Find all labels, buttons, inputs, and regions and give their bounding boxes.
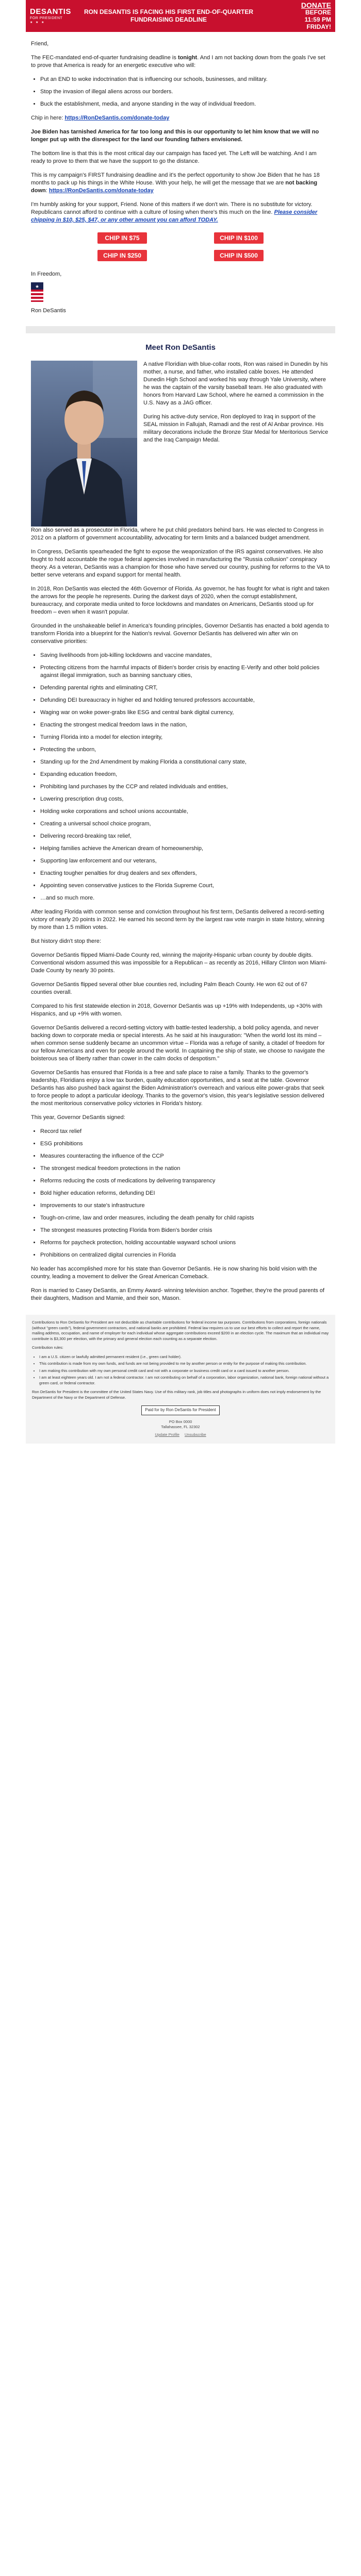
bio-paragraph: No leader has accomplished more for his state than Governor DeSantis. He is now sharing his bold vision with the country, leading a movement to deliver the Great American Comeback. xyxy=(31,1266,317,1280)
sign-off: In Freedom, xyxy=(31,271,62,277)
intro-paragraph: The FEC-mandated end-of-quarter fundraising deadline is tonight. And I am not backing down from the goals I've set to prove that America is ready for an energetic executive who will: xyxy=(31,55,325,69)
list-item: • Record tax relief xyxy=(40,1128,330,1136)
list-item: • Expanding education freedom, xyxy=(40,771,330,778)
meet-title: Meet Ron DeSantis xyxy=(145,343,216,352)
list-item: • Improvements to our state's infrastructure xyxy=(40,1202,330,1210)
signature-name: Ron DeSantis xyxy=(31,308,66,314)
list-item: • Turning Florida into a model for election integrity, xyxy=(40,734,330,741)
cta-time: 11:59 PM xyxy=(304,16,331,23)
chip-in-line: Chip in here: https://RonDeSantis.com/donate-today xyxy=(31,115,170,121)
cta-donate[interactable]: DONATE xyxy=(301,1,331,9)
stars-icon: ★ ★ ★ xyxy=(30,21,45,24)
bio-paragraph: But history didn't stop there: xyxy=(31,938,102,944)
donate-link-2[interactable]: https://RonDeSantis.com/donate-today xyxy=(48,188,154,194)
list-item: • Protecting citizens from the harmful impacts of Biden's border crisis by enacting E-Verify and other bold policies against illegal immigration, such as banning sanctuary cities, xyxy=(40,664,330,680)
list-item: • Saving livelihoods from job-killing lockdowns and vaccine mandates, xyxy=(40,652,330,659)
letter-body xyxy=(26,32,335,315)
chip-in-250-button[interactable]: CHIP IN $250 xyxy=(97,250,147,261)
bio-paragraph: Governor DeSantis delivered a record-setting victory with battle-tested leadership, a bold policy agenda, and never backing down to corporate media or special interests. As he said at his inauguration: "When the world lost its mind – when common sense suddenly became an uncommon virtue – Florida was a refuge of sanity, a citadel of freedom for our fellow Americans and even for people around the world. In captaining the ship of state, we choose to navigate the boisterous sea of liberty rather than cower in the calm docks of despotism." xyxy=(31,1025,325,1062)
list-item: • Stop the invasion of illegal aliens across our borders. xyxy=(40,88,330,96)
disclaimer-text: Contributions to Ron DeSantis for President are not deductible as charitable contributions for federal income tax purposes. Contributions from corporations, foreign nationals (without "green cards"), federal government contractors, and national banks are prohibited. Federal law requires us to use our best efforts to collect and report the name, mailing address, occupation, and name of employer for each individual whose aggregate contributions exceed $200 in an election cycle. The maximum that an individual may contribute is $3,300 per election, with the primary and general election each counting as a separate election. xyxy=(32,1320,329,1341)
list-item: • Tough-on-crime, law and order measures, including the death penalty for child rapists xyxy=(40,1214,330,1222)
wins-list xyxy=(31,652,330,902)
bio-paragraph: Governor DeSantis flipped Miami-Dade County red, winning the majority-Hispanic urban county by double digits. Conventional wisdom assumed this was impossible for a Republican – as recently as 2016, Hillary Clinton won Miami-Dade County by nearly 30 points. xyxy=(31,952,327,974)
unsubscribe-link[interactable]: Unsubscribe xyxy=(184,1432,206,1437)
list-item: • Measures counteracting the influence of the CCP xyxy=(40,1153,330,1160)
list-item: • Holding woke corporations and school unions accountable, xyxy=(40,808,330,816)
bio-side-text xyxy=(143,361,330,527)
bio-paragraph: After leading Florida with common sense and conviction throughout his first term, DeSantis delivered a record-setting victory of nearly 20 points in 2022. He earned his second term by the largest raw vote margin in state history, winning by more than 1.5 million votes. xyxy=(31,909,325,930)
disclaimer-text: Contribution rules: xyxy=(32,1345,63,1350)
list-item: • Creating a universal school choice program, xyxy=(40,820,330,828)
list-item: • Bold higher education reforms, defunding DEI xyxy=(40,1190,330,1197)
list-item: • Defunding DEI bureaucracy in higher ed and holding tenured professors accountable, xyxy=(40,697,330,704)
campaign-logo[interactable] xyxy=(30,7,71,24)
list-item: • This contribution is made from my own funds, and funds are not being provided to me by another person or entity for the purpose of making this contribution. xyxy=(39,1361,329,1367)
list-item: • Reforms for paycheck protection, holding accountable wayward school unions xyxy=(40,1239,330,1247)
bio-paragraph: In Congress, DeSantis spearheaded the fight to expose the weaponization of the IRS against conservatives. He also fought to hold accountable the rogue federal agencies involved in manufacturing the "Russia collusion" conspiracy theory. As a veteran, DeSantis was a champion for those who have served our country, pushing for reforms to the VA to better serve veterans and expand support for mental health. xyxy=(31,549,330,578)
bottom-line-paragraph: The bottom line is that this is the most critical day our campaign has faced yet. The Left will be watching. And I am ready to prove to them that we have the support to go the distance. xyxy=(31,150,317,164)
list-item: • Delivering record-breaking tax relief, xyxy=(40,833,330,840)
bio-paragraph: Ron is married to Casey DeSantis, an Emmy Award- winning television anchor. Together, they're the proud parents of their daughters, Madison and Mamie, and their son, Mason. xyxy=(31,1287,325,1301)
bio-paragraph: This year, Governor DeSantis signed: xyxy=(31,1114,125,1121)
footer-links xyxy=(32,1432,329,1438)
donate-link[interactable]: https://RonDeSantis.com/donate-today xyxy=(64,115,170,121)
greeting: Friend, xyxy=(31,41,49,47)
list-item: • Reforms reducing the costs of medications by delivering transparency xyxy=(40,1177,330,1185)
email-container xyxy=(26,0,335,1444)
update-profile-link[interactable]: Update Profile xyxy=(155,1432,179,1437)
fundraising-paragraph: This is my campaign's FIRST fundraising deadline and it's the perfect opportunity to show Joe Biden that he has 18 months to pack up his things in the White House. With your help, he will get the message that we are not backing down: https://RonDeSantis.com/donate-today xyxy=(31,172,320,194)
list-item: • Defending parental rights and eliminating CRT, xyxy=(40,684,330,692)
list-item: • Standing up for the 2nd Amendment by making Florida a constitutional carry state, xyxy=(40,758,330,766)
meet-section xyxy=(26,344,335,1302)
logo-name: DESANTIS xyxy=(30,7,71,16)
footer-address: PO Box 0000 Tallahassee, FL 32302 xyxy=(161,1419,200,1429)
bio-top xyxy=(31,361,330,527)
footer-disclaimer xyxy=(26,1315,335,1444)
list-item: • The strongest measures protecting Florida from Biden's border crisis xyxy=(40,1227,330,1234)
bio-paragraph: In 2018, Ron DeSantis was elected the 46th Governor of Florida. As governor, he has fought for what is right and taken the arrows for the people he represents. During the darkest days of 2020, when the corrupt establishment, bureaucracy, and corporate media united to force lockdowns and mandates on Americans, DeSantis stood up for freedom – even when it wasn't popular. xyxy=(31,586,330,615)
signed-list xyxy=(31,1128,330,1259)
chip-in-500-button[interactable]: CHIP IN $500 xyxy=(214,250,264,261)
svg-text:★: ★ xyxy=(35,284,40,290)
bio-paragraph: Grounded in the unshakeable belief in America's founding principles, Governor DeSantis has enacted a bold agenda to transform Florida into a blueprint for the Nation's revival. Governor DeSantis has delivered win after win on conservative priorities: xyxy=(31,623,330,645)
list-item: • Enacting tougher penalties for drug dealers and sex offenders, xyxy=(40,870,330,877)
list-item: • Put an END to woke indoctrination that is influencing our schools, businesses, and military. xyxy=(40,76,330,83)
chip-in-75-button[interactable]: CHIP IN $75 xyxy=(97,232,147,244)
list-item: • Prohibitions on centralized digital currencies in Florida xyxy=(40,1251,330,1259)
goals-list xyxy=(31,76,330,108)
list-item: • I am at least eighteen years old. I am not a federal contractor. I am not contributing on behalf of a corporation, labor organization, national bank, foreign national without a green card, or federal contractor. xyxy=(39,1375,329,1386)
cta-day: FRIDAY! xyxy=(306,23,331,30)
list-item: • Waging war on woke power-grabs like ESG and central bank digital currency, xyxy=(40,709,330,717)
flag-icon xyxy=(31,282,43,302)
chip-in-100-button[interactable]: CHIP IN $100 xyxy=(214,232,264,244)
banner-headline: RON DESANTIS IS FACING HIS FIRST END-OF-QUARTER FUNDRAISING DEADLINE xyxy=(84,8,253,23)
list-item: • The strongest medical freedom protections in the nation xyxy=(40,1165,330,1173)
cta-before: BEFORE xyxy=(305,9,331,16)
donate-cta[interactable] xyxy=(269,2,331,30)
bio-paragraph: Compared to his first statewide election in 2018, Governor DeSantis was up +19% with Independents, up +30% with Hispanics, and up +9% with women. xyxy=(31,1003,322,1017)
list-item: • Prohibiting land purchases by the CCP and related individuals and entities, xyxy=(40,783,330,791)
list-item: • ESG prohibitions xyxy=(40,1140,330,1148)
chip-in-amount-link[interactable]: Please consider chipping in $10, $25, $47, or any other amount you can afford TODAY. xyxy=(31,209,318,223)
humble-paragraph: I'm humbly asking for your support, Friend. None of this matters if we don't win. There is no substitute for victory. Republicans cannot afford to continue with a culture of losing when there's this much on the line. Please consider chipping in $10, $25, $47, or any other amount you can afford TODAY. xyxy=(31,201,318,223)
disclaimer-text: Ron DeSantis for President is the committee of the United States Navy. Use of this military rank, job titles and photographs in uniform does not imply endorsement by the Department of the Navy or the Department of Defense. xyxy=(32,1389,321,1400)
bio-paragraph: Governor DeSantis has ensured that Florida is a free and safe place to raise a family. Thanks to the governor's leadership, Floridians enjoy a low tax burden, quality education opportunities, and a seat at the table. Governor DeSantis has also pushed back against the Biden Administration's overreach and various elite power-grabs that seek to force people to adopt a particular ideology. Thanks to the governor's vision, this year's legislative session delivered the most meritorious conservative policy victories in Florida's history. xyxy=(31,1070,324,1107)
list-item: • Helping families achieve the American dream of homeownership, xyxy=(40,845,330,853)
bio-paragraph: Governor DeSantis flipped several other blue counties red, including Palm Beach County. He won 62 out of 67 counties overall. xyxy=(31,981,308,995)
list-item: • Buck the establishment, media, and anyone standing in the way of individual freedom. xyxy=(40,100,330,108)
bio-paragraph: During his active-duty service, Ron deployed to Iraq in support of the SEAL mission in Fallujah, Ramadi and the rest of Al Anbar province. His military decorations include the Bronze Star Medal for Meritorious Service and the Iraq Campaign Medal. xyxy=(143,414,329,443)
list-item: • Enacting the strongest medical freedom laws in the nation, xyxy=(40,721,330,729)
bio-paragraph: Ron also served as a prosecutor in Florida, where he put child predators behind bars. He was elected to Congress in 2012 on a platform of government accountability, advocating for term limits and a balanced budget amendment. xyxy=(31,527,324,541)
list-item: • I am making this contribution with my own personal credit card and not with a corporate or business credit card or a card issued to another person. xyxy=(39,1368,329,1374)
list-item: • Lowering prescription drug costs, xyxy=(40,795,330,803)
section-divider xyxy=(26,326,335,333)
list-item: • …and so much more. xyxy=(40,894,330,902)
list-item: • Protecting the unborn, xyxy=(40,746,330,754)
portrait-photo xyxy=(31,361,137,527)
chip-in-buttons xyxy=(31,232,330,261)
paid-for-box: Paid for by Ron DeSantis for President xyxy=(141,1405,220,1415)
biden-paragraph: Joe Biden has tarnished America for far too long and this is our opportunity to let him know that we will no longer put up with the disrespect for the land our founding fathers envisioned. xyxy=(31,129,319,143)
list-item: • I am a U.S. citizen or lawfully admitted permanent resident (i.e., green card holder). xyxy=(39,1354,329,1360)
logo-subtitle: FOR PRESIDENT xyxy=(30,16,63,20)
list-item: • Appointing seven conservative justices to the Florida Supreme Court, xyxy=(40,882,330,890)
list-item: • Supporting law enforcement and our veterans, xyxy=(40,857,330,865)
rules-list xyxy=(32,1354,329,1386)
bio-paragraph: A native Floridian with blue-collar roots, Ron was raised in Dunedin by his mother, a nurse, and father, who installed cable boxes. He attended Dunedin High School and worked his way through Yale University, where he was the captain of the varsity baseball team. He also graduated with honors from Harvard Law School, where he earned a commission in the U.S. Navy as a JAG officer. xyxy=(143,361,328,406)
header-banner xyxy=(26,0,335,32)
